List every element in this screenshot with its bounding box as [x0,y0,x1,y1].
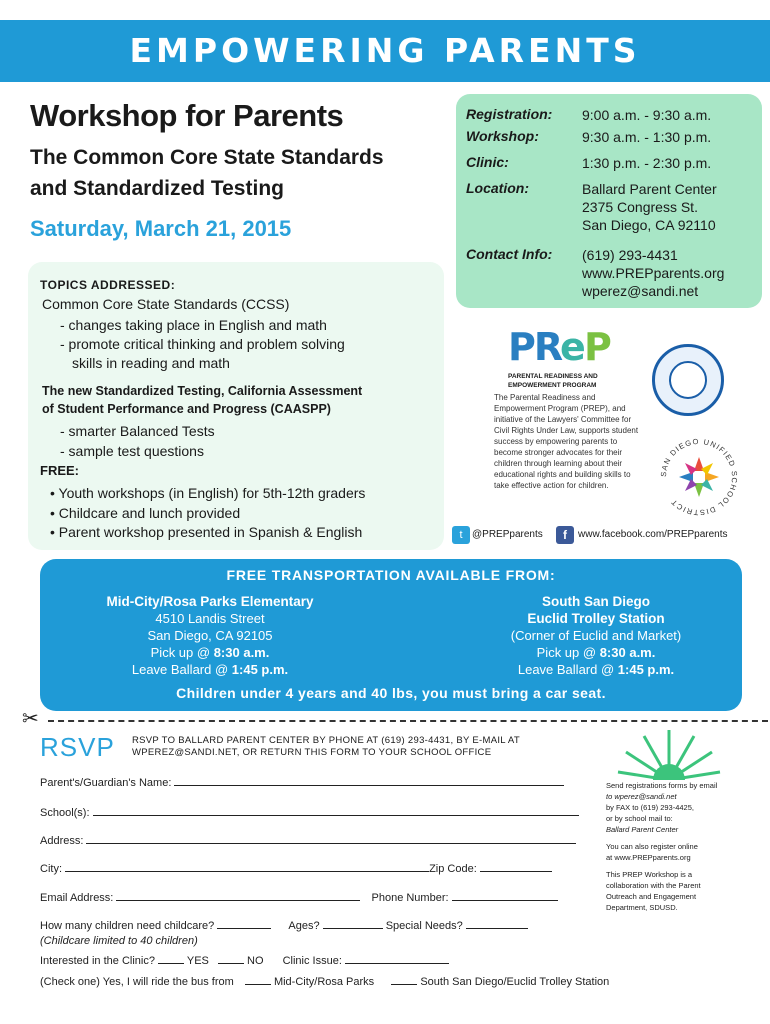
clinic-issue-field[interactable] [345,954,449,964]
side-note-3: This PREP Workshop is a collaboration with the Parent Outreach and Engagement Department, SDUSD. [606,870,701,912]
sdusd-logo [654,432,744,522]
side-notes [606,780,754,919]
topic-testing-line-1: The new Standardized Testing, California Assessment [42,384,363,398]
topics-heading: TOPICS ADDRESSED: [40,278,176,292]
free-heading: FREE: [40,463,79,478]
rsvp-instructions: RSVP TO BALLARD PARENT CENTER BY PHONE AT (619) 293-4431, BY E-MAIL AT WPEREZ@SANDI.NET, OR RETURN THIS FORM TO YOUR SCHOOL OFFICE [132,735,520,758]
scissors-icon: ✂ [22,706,39,730]
clinic-value: 1:30 p.m. - 2:30 p.m. [582,155,712,171]
childcare-label: How many children need childcare? [40,920,215,932]
ages-field[interactable] [323,919,383,929]
bus-option-1-label: Mid-City/Rosa Parks [273,976,375,988]
clinic-no-field[interactable] [218,954,244,964]
topic-ccss-item-2: - promote critical thinking and problem solving [60,336,345,352]
location-value [582,180,762,234]
email-row [40,891,558,904]
schedule-box [456,94,762,308]
free-item-3: • Parent workshop presented in Spanish & English [50,524,363,540]
car-seat-notice: Children under 4 years and 40 lbs, you must bring a car seat. [176,685,606,701]
contact-value [582,246,762,300]
address-field[interactable] [86,834,576,844]
address-row [40,834,576,847]
right-leave: Leave Ballard @ 1:45 p.m. [517,662,675,677]
topic-testing-line-2: of Student Performance and Progress (CAASPP) [42,402,331,416]
email-field[interactable] [116,891,360,901]
registration-value: 9:00 a.m. - 9:30 a.m. [582,107,712,123]
svg-text:SAN DIEGO UNIFIED SCHOOL DISTR [659,437,739,517]
banner-title: EMPOWERING PARENTS [0,20,770,82]
twitter-handle[interactable]: @PREPparents [472,529,543,540]
right-address: (Corner of Euclid and Market) [510,628,682,643]
school-row [40,806,579,819]
facebook-link[interactable]: www.facebook.com/PREPparents [578,529,728,540]
bus-row [40,975,609,988]
location-line-3: San Diego, CA 92110 [582,217,716,233]
school-label: School(s): [40,807,90,819]
prep-description: The Parental Readiness and Empowerment Program (PREP), and initiative of the Lawyers' Committee for Civil Rights Under Law, supports student success by empowering parents to become stronger advocates for their children through learning about their educational rights and building skills to take effective action for children. [494,393,639,490]
city-row [40,862,552,875]
bus-option-1-field[interactable] [245,975,271,985]
workshop-label: Workshop: [466,128,539,144]
clinic-issue-label: Clinic Issue: [282,955,342,967]
event-date: Saturday, March 21, 2015 [30,216,292,241]
clinic-no-label: NO [247,955,264,967]
guardian-row [40,776,564,789]
side-note-2: You can also register online at www.PREPparents.org [606,842,698,862]
svg-text:e: e [560,326,586,366]
location-line-1: Ballard Parent Center [582,181,717,197]
phone-label: Phone Number: [371,892,449,904]
subtitle-line-1: The Common Core State Standards [30,146,384,169]
prep-logo-mark [508,326,618,366]
school-field[interactable] [93,806,579,816]
sun-logo-icon [614,720,724,782]
childcare-count-field[interactable] [217,919,271,929]
topics-box [28,262,444,550]
clinic-yes-field[interactable] [158,954,184,964]
bullet-icon: • [50,485,59,501]
ages-label: Ages? [288,920,320,932]
guardian-field[interactable] [174,776,564,786]
email-label: Email Address: [40,892,114,904]
childcare-limit: (Childcare limited to 40 children) [40,935,198,947]
left-pickup: Pick up @ 8:30 a.m. [150,645,270,660]
contact-phone: (619) 293-4431 [582,247,678,263]
contact-email[interactable]: wperez@sandi.net [582,283,699,299]
workshop-value: 9:30 a.m. - 1:30 p.m. [582,129,712,145]
address-label: Address: [40,835,84,847]
topic-testing-item-1: - smarter Balanced Tests [60,423,215,439]
childcare-row [40,919,528,932]
phone-field[interactable] [452,891,558,901]
prep-tagline: PARENTAL READINESS AND EMPOWERMENT PROGRAM [508,373,598,389]
facebook-icon[interactable]: f [556,526,574,544]
transportation-box [40,559,742,711]
topic-ccss-item-2-cont: skills in reading and math [72,355,230,371]
topic-ccss-item-1: - changes taking place in English and math [60,317,327,333]
rsvp-label: RSVP [40,732,115,762]
clinic-row [40,954,449,967]
free-item-1: • Youth workshops (in English) for 5th-12th graders [50,485,366,501]
zip-label: Zip Code: [429,863,477,875]
page-title: Workshop for Parents [30,98,344,133]
city-label: City: [40,863,62,875]
subtitle-line-2: and Standardized Testing [30,177,284,200]
contact-website[interactable]: www.PREPparents.org [582,265,725,281]
clinic-interest-label: Interested in the Clinic? [40,955,155,967]
left-leave: Leave Ballard @ 1:45 p.m. [131,662,289,677]
location-label: Location: [466,180,529,196]
special-needs-label: Special Needs? [385,920,463,932]
left-address-1: 4510 Landis Street [155,611,265,626]
clinic-yes-label: YES [186,955,209,967]
special-needs-field[interactable] [466,919,528,929]
seal-icon [652,344,724,416]
transportation-heading: FREE TRANSPORTATION AVAILABLE FROM: [226,567,556,583]
svg-text:P: P [584,326,612,366]
bus-option-2-label: South San Diego/Euclid Trolley Station [420,976,610,988]
registration-label: Registration: [466,106,553,122]
right-location-name-1: South San Diego [542,594,650,609]
bus-option-2-field[interactable] [391,975,417,985]
right-pickup: Pick up @ 8:30 a.m. [536,645,656,660]
sdusd-arc-text: SAN DIEGO UNIFIED SCHOOL DISTRICT [658,436,740,518]
topic-ccss: Common Core State Standards (CCSS) [42,296,290,312]
transport-right [466,593,726,678]
guardian-label: Parent's/Guardian's Name: [40,777,172,789]
right-location-name-2: Euclid Trolley Station [527,611,665,626]
location-line-2: 2375 Congress St. [582,199,698,215]
city-field[interactable] [65,862,429,872]
prep-logo [508,326,628,390]
clinic-label: Clinic: [466,154,509,170]
page-subtitle [30,142,450,204]
contact-label: Contact Info: [466,246,553,262]
topic-testing-item-2: - sample test questions [60,443,204,459]
bullet-icon: • [50,524,59,540]
left-location-name: Mid-City/Rosa Parks Elementary [106,594,314,609]
twitter-icon[interactable]: t [452,526,470,544]
side-note-1: Send registrations forms by email to wperez@sandi.net by FAX to (619) 293-4425, or by school mail to: Ballard Parent Center [606,781,718,834]
left-address-2: San Diego, CA 92105 [147,628,273,643]
svg-text:PR: PR [508,326,562,366]
bus-label: (Check one) Yes, I will ride the bus from [40,976,234,988]
transport-left [80,593,340,678]
zip-field[interactable] [480,862,552,872]
bullet-icon: • [50,505,59,521]
free-item-2: • Childcare and lunch provided [50,505,241,521]
